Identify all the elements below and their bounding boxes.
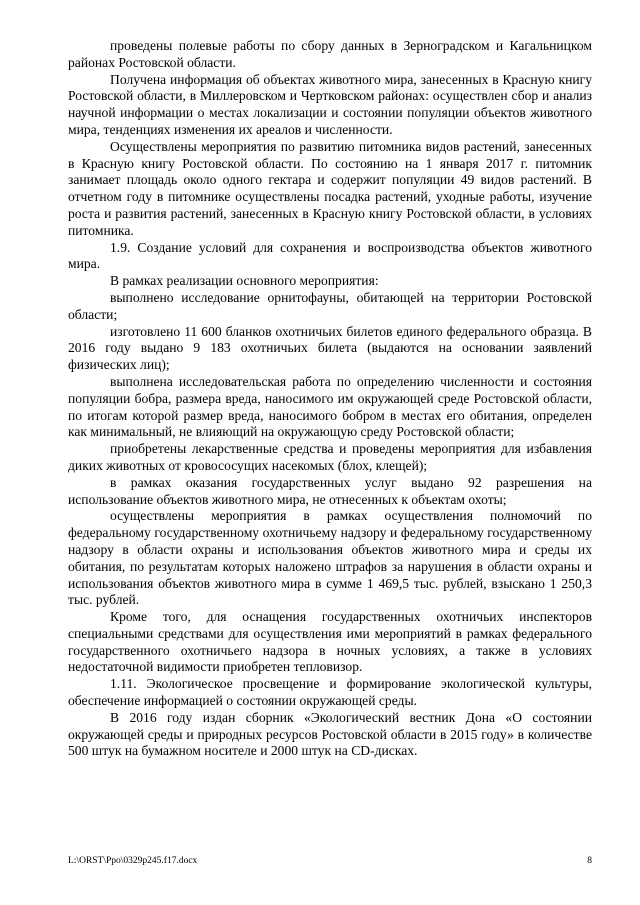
- list-item: выполнена исследовательская работа по определению численности и состояния популяции бобра, размера вреда, наносимого им окружающей среде Ростовской области, по итогам которой размер вреда, наносимого бобром в местах его обитания, определен как минимальный, не влияющий на окружающую среду Ростовской области;: [68, 373, 592, 440]
- list-item: осуществлены мероприятия в рамках осуществления полномочий по федеральному государственному охотничьему надзору и федеральному государственному надзору в области охраны и использования объектов животного мира и среды их обитания, по результатам которых наложено штрафов за нарушения в области охраны и использования объектов животного мира в сумме 1 469,5 тыс. рублей, взыскано 1 250,3 тыс. рублей.: [68, 508, 592, 608]
- body-text: [68, 38, 592, 760]
- paragraph: проведены полевые работы по сбору данных в Зерноградском и Кагальницком районах Ростовской области.: [68, 38, 592, 70]
- list-item: изготовлено 11 600 бланков охотничьих билетов единого федерального образца. В 2016 году выдано 9 183 охотничьих билета (выдаются на основании заявлений физических лиц);: [68, 323, 592, 373]
- paragraph: Получена информация об объектах животного мира, занесенных в Красную книгу Ростовской области, в Миллеровском и Чертковском районах: осуществлен сбор и анализ научной информации о местах локализации и состоянии популяции объектов животного мира, тенденциях изменения их ареалов и численности.: [68, 71, 592, 137]
- list-item: приобретены лекарственные средства и проведены мероприятия для избавления диких животных от кровососущих насекомых (блох, клещей);: [68, 441, 592, 473]
- list-item: выполнено исследование орнитофауны, обитающей на территории Ростовской области;: [68, 289, 592, 322]
- page-number: 8: [587, 856, 592, 866]
- section-heading: 1.9. Создание условий для сохранения и воспроизводства объектов животного мира.: [68, 239, 592, 272]
- page-footer: [68, 855, 592, 867]
- paragraph: В рамках реализации основного мероприятия:: [110, 273, 379, 289]
- paragraph: Кроме того, для оснащения государственных охотничьих инспекторов специальными средствами для осуществления ими мероприятий в рамках федерального государственного охотничьего надзора в ночных условиях, а также в условиях недостаточной видимости приобретен тепловизор.: [68, 609, 592, 675]
- paragraph: Осуществлены мероприятия по развитию питомника видов растений, занесенных в Красную книгу Ростовской области. По состоянию на 1 января 2017 г. питомник занимает площадь около одного гектара и содержит популяции 49 видов растений. В отчетном году в питомнике осуществлены посадка растений, уходные работы, изучение роста и развития растений, занесенных в Красную книгу Ростовской области, в условиях питомника.: [68, 138, 592, 238]
- paragraph: В 2016 году издан сборник «Экологический вестник Дона «О состоянии окружающей среды и природных ресурсов Ростовской области в 2015 году» в количестве 500 штук на бумажном носителе и 2000 штук на CD-дисках.: [68, 709, 592, 759]
- section-heading: 1.11. Экологическое просвещение и формирование экологической культуры, обеспечение информацией о состоянии окружающей среды.: [68, 676, 592, 709]
- footer-file-path: L:\ORST\Ppo\0329p245.f17.docx: [68, 856, 198, 866]
- list-item: в рамках оказания государственных услуг выдано 92 разрешения на использование объектов животного мира, не отнесенных к объектам охоты;: [68, 474, 592, 507]
